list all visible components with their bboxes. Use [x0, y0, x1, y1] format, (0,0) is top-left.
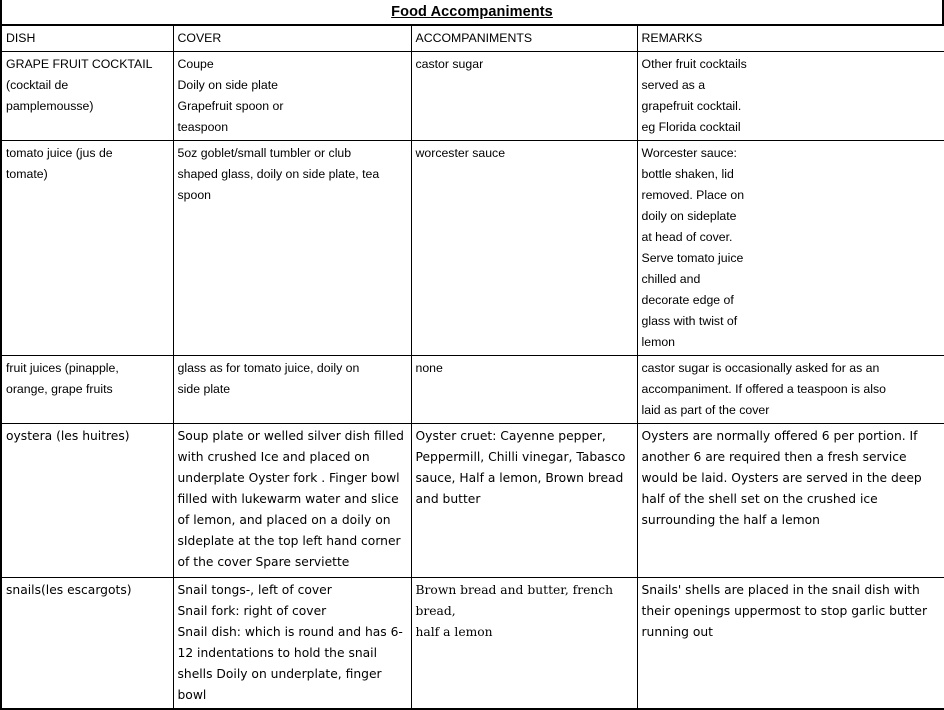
cell-remarks: castor sugar is occasionally asked for as an accompaniment. If offered a teaspoon is also laid as part of the cover — [637, 356, 944, 424]
cell-accompaniments: worcester sauce — [411, 141, 637, 356]
column-header-remarks: REMARKS — [637, 25, 944, 52]
cell-remarks: Oysters are normally offered 6 per portion. If another 6 are required then a fresh service would be laid. Oysters are served in the deep half of the shell set on the crushed ice surrounding the half a lemon — [637, 424, 944, 578]
table-row — [1, 424, 944, 578]
cell-cover: Soup plate or welled silver dish filled with crushed Ice and placed on underplate Oyster fork . Finger bowl filled with lukewarm water and slice of lemon, and placed on a doily on sIdeplate at the top left hand corner of the cover Spare serviette — [173, 424, 411, 578]
cell-dish: oystera (les huitres) — [1, 424, 173, 578]
document-title-bar — [0, 0, 944, 24]
cell-remarks: Other fruit cocktails served as a grapefruit cocktail. eg Florida cocktail — [637, 52, 944, 141]
table-header — [1, 25, 944, 52]
cell-accompaniments: none — [411, 356, 637, 424]
cell-dish: GRAPE FRUIT COCKTAIL (cocktail de pamplemousse) — [1, 52, 173, 141]
cell-dish: tomato juice (jus de tomate) — [1, 141, 173, 356]
cell-accompaniments: castor sugar — [411, 52, 637, 141]
table-row — [1, 52, 944, 141]
table-row — [1, 356, 944, 424]
cell-accompaniments: Brown bread and butter, french bread, half a lemon — [411, 578, 637, 710]
column-header-dish: DISH — [1, 25, 173, 52]
table-row — [1, 141, 944, 356]
cell-cover: Snail tongs-, left of cover Snail fork: right of cover Snail dish: which is round and has 6- 12 indentations to hold the snail shells Doily on underplate, finger bowl — [173, 578, 411, 710]
cell-cover: 5oz goblet/small tumbler or club shaped glass, doily on side plate, tea spoon — [173, 141, 411, 356]
column-header-accompaniments: ACCOMPANIMENTS — [411, 25, 637, 52]
column-header-cover: COVER — [173, 25, 411, 52]
page-title: Food Accompaniments — [391, 3, 553, 20]
cell-accompaniments: Oyster cruet: Cayenne pepper, Peppermill, Chilli vinegar, Tabasco sauce, Half a lemon, Brown bread and butter — [411, 424, 637, 578]
cell-cover: glass as for tomato juice, doily on side plate — [173, 356, 411, 424]
cell-remarks: Worcester sauce: bottle shaken, lid removed. Place on doily on sideplate at head of cover. Serve tomato juice chilled and decorate edge of glass with twist of lemon — [637, 141, 944, 356]
table-body — [1, 52, 944, 710]
cell-dish: snails(les escargots) — [1, 578, 173, 710]
table-header-row — [1, 25, 944, 52]
food-accompaniments-table — [0, 24, 944, 710]
cell-dish: fruit juices (pinapple, orange, grape fruits — [1, 356, 173, 424]
cell-remarks: Snails' shells are placed in the snail dish with their openings uppermost to stop garlic butter running out — [637, 578, 944, 710]
table-row — [1, 578, 944, 710]
cell-cover: Coupe Doily on side plate Grapefruit spoon or teaspoon — [173, 52, 411, 141]
